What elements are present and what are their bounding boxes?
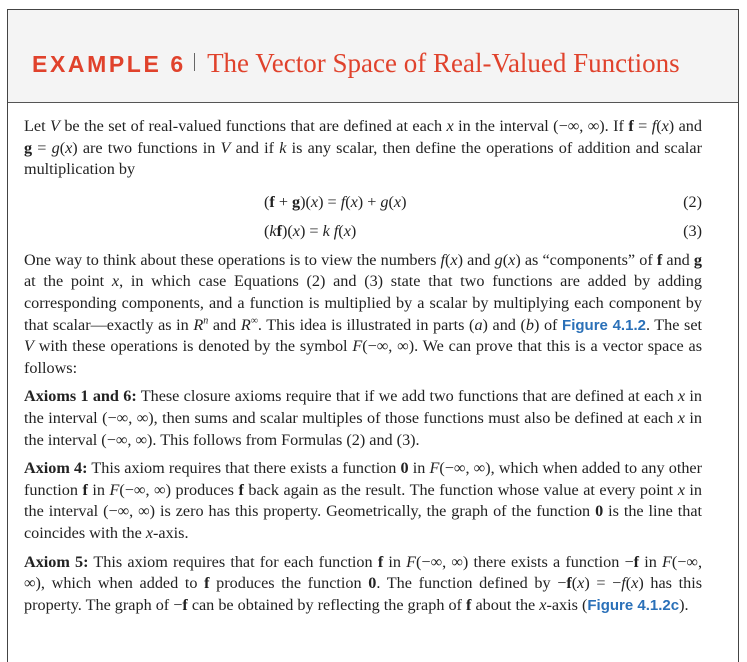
- axiom-5-paragraph: Axiom 5: This axiom requires that for each function f in F(−∞, ∞) there exists a function −f in F(−∞, ∞), which when added to f produces the function 0. The function defined by −f(x) = −f(x) has this property. The graph of −f can be obtained by reflecting the graph of f about the x-axis (Figure 4.1.2c).: [24, 552, 703, 614]
- equation-number: (2): [683, 192, 702, 211]
- equation-number: (3): [683, 221, 702, 240]
- example-header: [8, 10, 738, 103]
- equation-addition: [24, 188, 702, 217]
- figure-link-4-1-2[interactable]: Figure 4.1.2: [562, 316, 646, 334]
- figure-link-4-1-2c[interactable]: Figure 4.1.2c: [587, 596, 680, 614]
- intro-paragraph: Let V be the set of real-valued functions that are defined at each x in the interval (−∞, ∞). If f = f(x) and g = g(x) are two functions in V and if k is any scalar, then define the operations of addition and scalar multiplication by: [24, 117, 702, 179]
- example-title: [32, 46, 680, 81]
- axiom-5-label: Axiom 5:: [24, 552, 89, 571]
- axiom-1-6-paragraph: Axioms 1 and 6: These closure axioms require that if we add two functions that are defined at each x in the interval (−∞, ∞), then sums and scalar multiples of those functions must also be defined at each x in the interval (−∞, ∞). This follows from Formulas (2) and (3).: [24, 387, 702, 449]
- equation-expression: (f + g)(x) = f(x) + g(x): [264, 192, 407, 211]
- example-body: [24, 116, 702, 623]
- axiom-1-6-label: Axioms 1 and 6:: [24, 387, 137, 406]
- equation-scalar: [24, 217, 702, 246]
- equation-expression: (kf)(x) = k f(x): [264, 221, 357, 240]
- axiom-4-label: Axiom 4:: [24, 459, 88, 478]
- axiom-4-paragraph: Axiom 4: This axiom requires that there exists a function 0 in F(−∞, ∞), which when added to any other function f in F(−∞, ∞) produces f back again as the result. The function whose value at every point x in the interval (−∞, ∞) is zero has this property. Geometrically, the graph of the function 0 is the line that coincides with the x-axis.: [24, 459, 703, 542]
- components-paragraph: One way to think about these operations is to view the numbers f(x) and g(x) as “components” of f and g at the point x, in which case Equations (2) and (3) state that two functions are added by adding corresponding components, and a function is multiplied by a scalar by multiplying each component by that scalar—exactly as in $R^n$ and R∞. This idea is illustrated in parts (a) and (b) of Figure 4.1.2. The set V with these operations is denoted by the symbol F(−∞, ∞). We can prove that this is a vector space as follows:: [24, 250, 703, 377]
- equation-block: [24, 188, 702, 246]
- example-name: The Vector Space of Real-Valued Functions: [207, 48, 680, 78]
- title-separator: [194, 53, 195, 71]
- example-label: EXAMPLE 6: [32, 51, 186, 77]
